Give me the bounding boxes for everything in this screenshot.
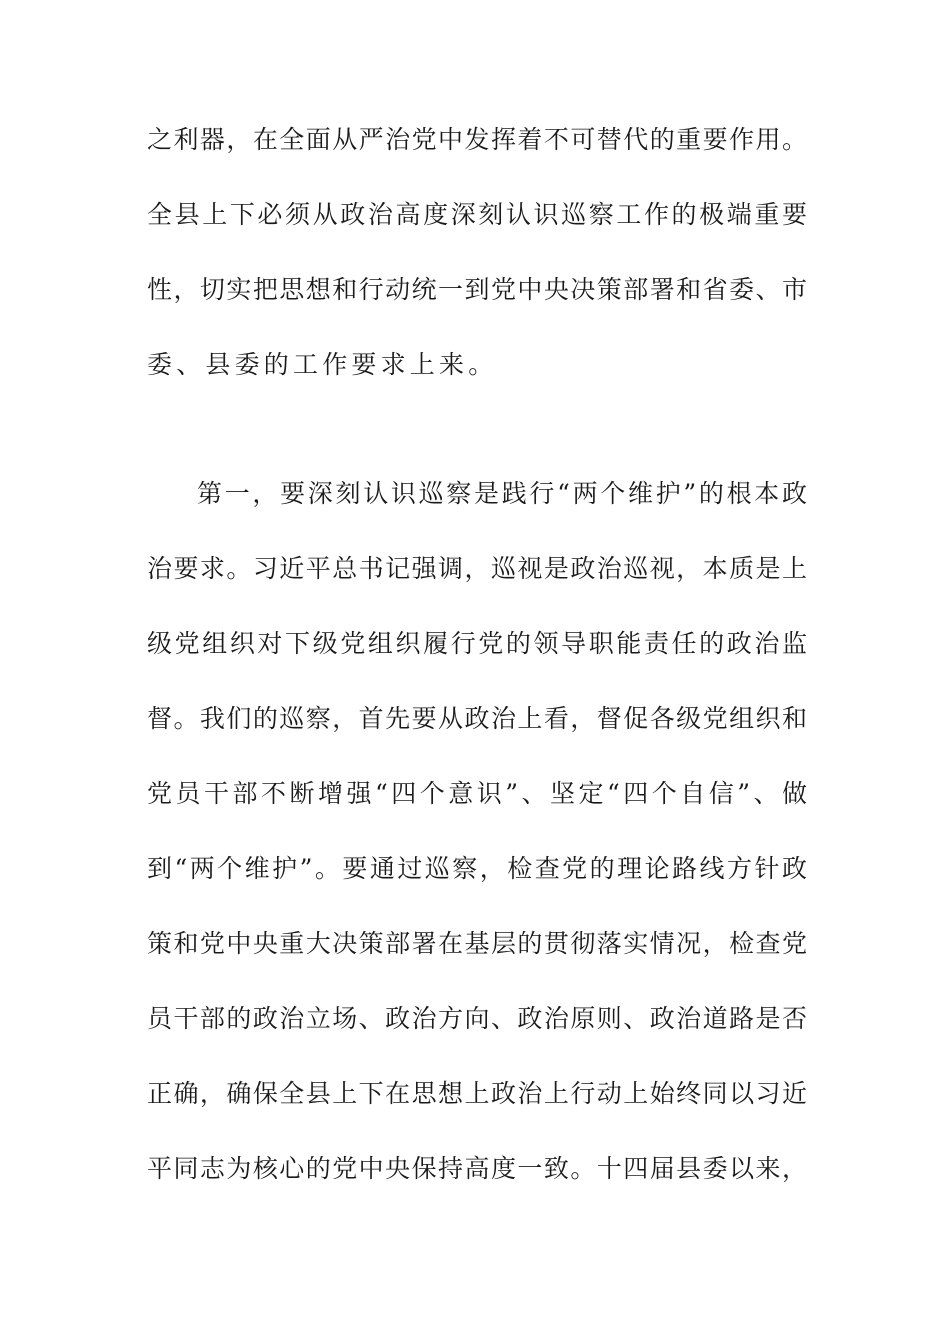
text-line: 正确，确保全县上下在思想上政治上行动上始终同以习近 [147,1079,807,1108]
text-line: 到“两个维护”。要通过巡察，检查党的理论路线方针政 [147,854,807,883]
text-line: 员干部的政治立场、政治方向、政治原则、政治道路是否 [147,1004,807,1033]
text-line: 委、县委的工作要求上来。 [147,350,498,379]
text-line: 全县上下必须从政治高度深刻认识巡察工作的极端重要 [147,200,807,229]
text-line: 之利器，在全面从严治党中发挥着不可替代的重要作用。 [147,125,807,154]
text-line: 性，切实把思想和行动统一到党中央决策部署和省委、市 [147,275,807,304]
text-line: 平同志为核心的党中央保持高度一致。十四届县委以来， [147,1154,807,1183]
text-line: 党员干部不断增强“四个意识”、坚定“四个自信”、做 [147,779,807,808]
text-line: 策和党中央重大决策部署在基层的贯彻落实情况，检查党 [147,929,807,958]
text-line: 治要求。习近平总书记强调，巡视是政治巡视，本质是上 [147,554,807,583]
text-line: 督。我们的巡察，首先要从政治上看，督促各级党组织和 [147,704,807,733]
text-line: 级党组织对下级党组织履行党的领导职能责任的政治监 [147,629,807,658]
text-line-indented: 第一，要深刻认识巡察是践行“两个维护”的根本政 [197,479,807,508]
